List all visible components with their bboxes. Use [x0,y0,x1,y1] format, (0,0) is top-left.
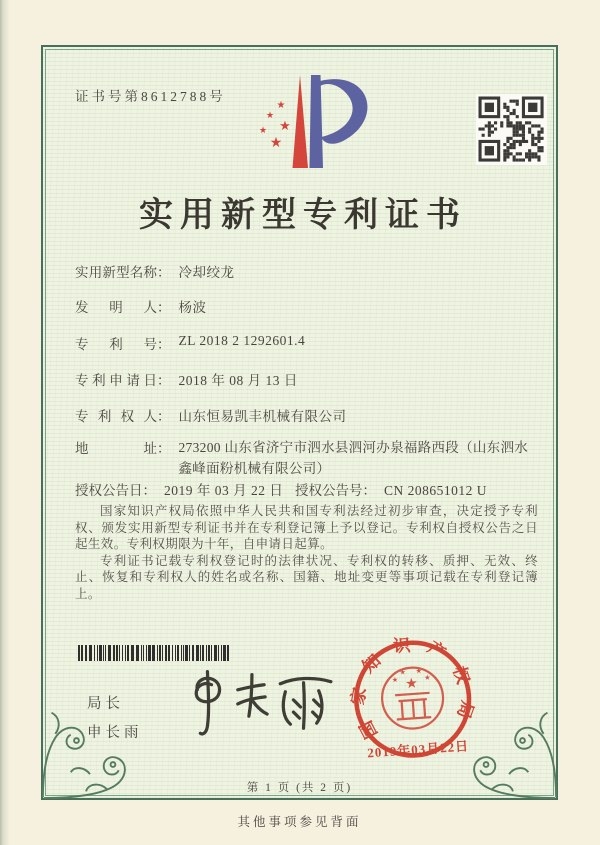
field-label: 地址 [75,441,157,456]
cnipa-patent-logo-icon [230,69,380,183]
corner-flourish-bottom-right-icon [463,705,559,801]
scan-page-edge [0,0,10,845]
field-label: 发明人 [75,300,157,315]
signature-handwriting [171,667,343,749]
seal-date: 2019年03月22日 [366,738,470,761]
field-colon: ： [157,409,171,424]
body-paragraph-2: 专利证书记载专利权登记时的法律状况、专利权的转移、质押、无效、终止、恢复和专利权人的姓名或名称、国籍、地址变更等事项记载在专利登记簿上。 [75,553,538,601]
field-row-grant-date [75,479,283,499]
svg-text:★: ★ [265,110,275,120]
svg-text:★: ★ [391,675,399,685]
field-colon: ： [157,373,171,388]
certificate-frame [41,45,558,800]
svg-text:★: ★ [399,668,407,677]
legal-body-text [75,503,538,602]
field-value: 2019 年 03 月 22 日 [164,483,284,498]
field-label: 专利权人 [75,409,157,424]
svg-text:★: ★ [279,118,291,133]
field-label: 专利号 [75,337,157,352]
field-label: 授权公告日 [75,483,143,498]
field-colon: ： [157,441,171,456]
field-value: 冷却绞龙 [178,265,235,280]
field-value: 2018 年 08 月 13 日 [178,373,298,388]
field-colon: ： [362,483,376,498]
field-value: 山东恒易凯丰机械有限公司 [178,409,347,424]
svg-text:★: ★ [415,667,423,676]
field-row-address [75,437,539,479]
field-value: CN 208651012 U [384,483,488,498]
field-row-patentee [75,405,347,425]
signer-name: 申长雨 [87,725,143,741]
svg-text:★: ★ [423,673,431,682]
field-row-utility-model-name [75,261,235,281]
corner-flourish-bottom-left-icon [40,705,136,801]
field-colon: ： [157,337,171,352]
field-colon: ： [142,483,156,498]
field-value: 杨波 [178,300,207,315]
footer-note: 其他事项参见背面 [237,815,362,829]
field-row-filing-date [75,369,298,389]
field-label: 授权公告号 [295,483,363,498]
seal-ring-text: 国家知识产权局 [348,634,478,742]
signer-title: 局长 [87,696,124,712]
barcode [77,645,233,662]
field-label: 专利申请日 [75,373,157,388]
field-row-inventor [75,296,207,316]
field-label: 实用新型名称 [75,265,157,280]
svg-text:★: ★ [258,125,268,135]
field-value: 273200 山东省济宁市泗水县泗河办泉福路西段（山东泗水鑫峰面粉机械有限公司） [178,440,529,476]
certificate-number: 证书号第8612788号 [75,89,226,104]
field-row-patent-number [75,333,305,353]
field-colon: ： [157,300,171,315]
body-paragraph-1: 国家知识产权局依照中华人民共和国专利法经过初步审查，决定授予专利权、颁发实用新型专利证书并在专利登记簿上予以登记。专利权自授权公告之日起生效。专利权期限为十年，自申请日起算。 [75,504,538,551]
svg-text:★: ★ [404,675,419,693]
field-value: ZL 2018 2 1292601.4 [178,333,306,348]
field-colon: ： [157,265,171,280]
svg-text:★: ★ [276,100,286,111]
svg-text:★: ★ [269,136,283,151]
certificate-title: 实用新型专利证书 [139,197,467,234]
field-row-grant-number [295,479,487,499]
page-number: 第 1 页 (共 2 页) [246,782,353,794]
qr-code [476,94,547,165]
